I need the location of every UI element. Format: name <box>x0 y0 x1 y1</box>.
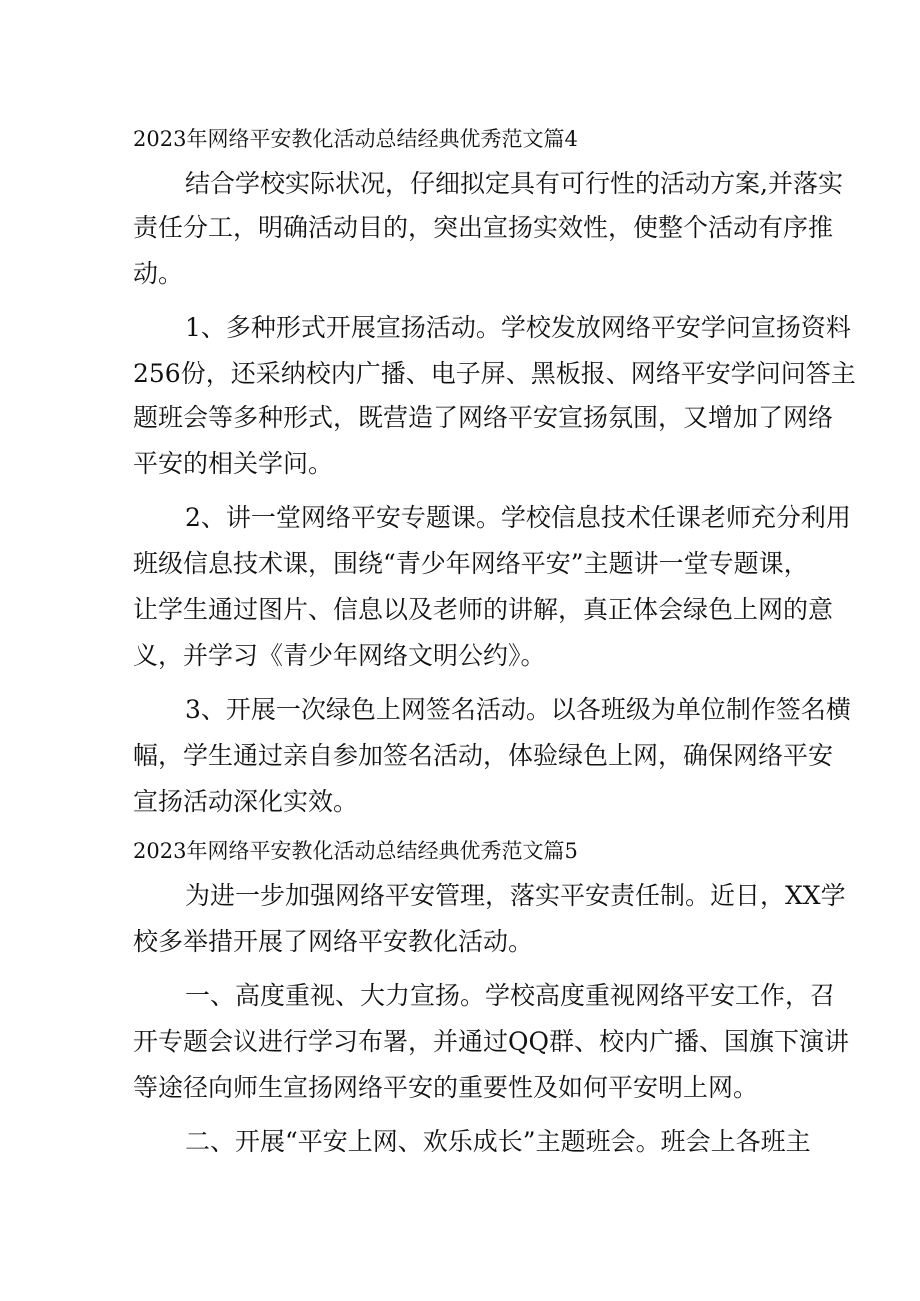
paragraph-line: 让学生通过图片、信息以及老师的讲解，真正体会绿色上网的意 <box>133 595 834 624</box>
paragraph-line: 平安的相关学问。 <box>133 449 334 478</box>
paragraph-line: 等途径向师生宣扬网络平安的重要性及如何平安明上网。 <box>133 1073 759 1102</box>
paragraph-line: 二、开展“平安上网、欢乐成长”主题班会。班会上各班主 <box>185 1127 811 1156</box>
paragraph-line: 开专题会议进行学习布署，并通过QQ群、校内广播、国旗下演讲 <box>133 1027 849 1056</box>
paragraph-line: 为进一步加强网络平安管理，落实平安责任制。近日，XX学 <box>185 881 846 910</box>
paragraph-line: 2、讲一堂网络平安专题课。学校信息技术任课老师充分利用 <box>185 503 851 532</box>
paragraph-line: 一、高度重视、大力宣扬。学校高度重视网络平安工作，召 <box>185 981 836 1010</box>
paragraph-line: 宣扬活动深化实效。 <box>133 787 359 816</box>
paragraph-line: 3、开展一次绿色上网签名活动。以各班级为单位制作签名横 <box>185 695 851 724</box>
paragraph-line: 题班会等多种形式，既营造了网络平安宣扬氛围，又增加了网络 <box>133 403 834 432</box>
paragraph-line: 校多举措开展了网络平安教化活动。 <box>133 927 534 956</box>
paragraph-line: 幅，学生通过亲自参加签名活动，体验绿色上网，确保网络平安 <box>133 741 834 770</box>
paragraph-line: 义，并学习《青少年网络文明公约》。 <box>133 641 546 670</box>
paragraph-line: 班级信息技术课，围绕“青少年网络平安”主题讲一堂专题课， <box>133 549 809 578</box>
section-heading: 2023年网络平安教化活动总结经典优秀范文篇4 <box>133 127 578 151</box>
paragraph-line: 1、多种形式开展宣扬活动。学校发放网络平安学问宣扬资料 <box>185 313 851 342</box>
section-heading: 2023年网络平安教化活动总结经典优秀范文篇5 <box>133 839 578 863</box>
paragraph-line: 结合学校实际状况，仔细拟定具有可行性的活动方案,并落实 <box>185 169 843 198</box>
paragraph-line: 动。 <box>133 259 184 288</box>
paragraph-line: 责任分工，明确活动目的，突出宣扬实效性，使整个活动有序推 <box>133 213 834 242</box>
paragraph-line: 256份，还采纳校内广播、电子屏、黑板报、网络平安学问问答主 <box>133 359 856 388</box>
